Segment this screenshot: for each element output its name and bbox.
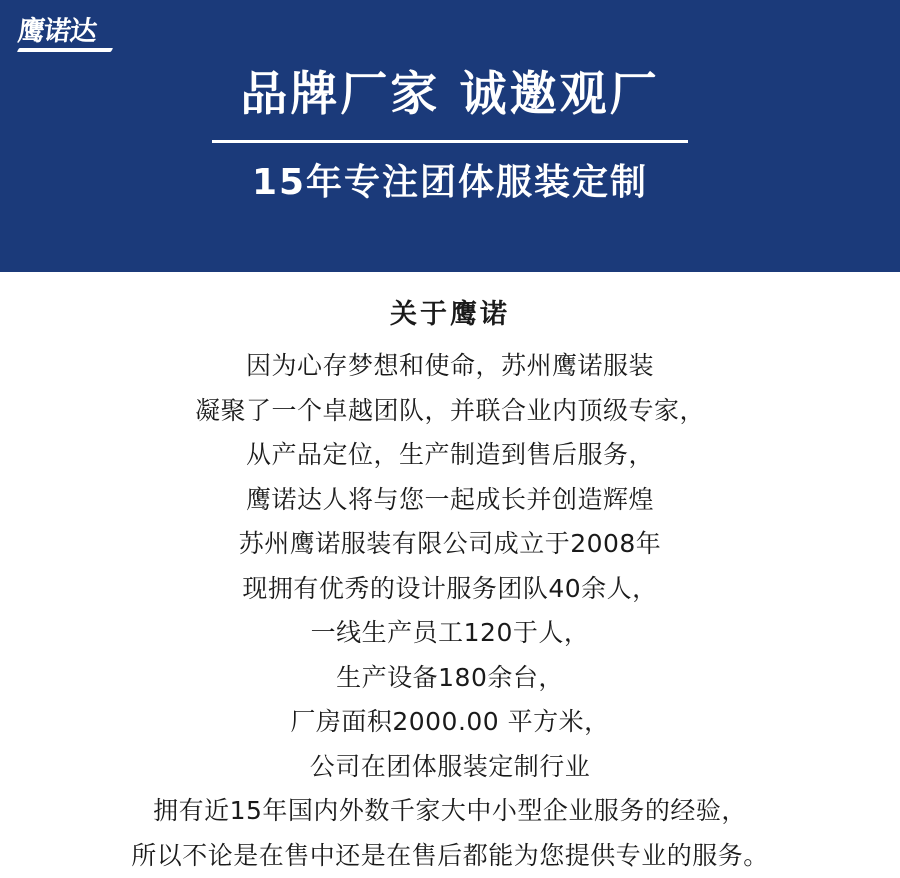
about-body (0, 344, 900, 878)
about-line: 鹰诺达人将与您一起成长并创造辉煌 (0, 478, 900, 523)
banner-title: 品牌厂家 诚邀观厂 (240, 66, 659, 124)
about-line: 一线生产员工120于人， (0, 611, 900, 656)
banner-divider (212, 140, 688, 143)
about-line: 从产品定位，生产制造到售后服务， (0, 433, 900, 478)
about-heading: 关于鹰诺 (0, 294, 900, 336)
banner (0, 0, 900, 272)
about-line: 凝聚了一个卓越团队，并联合业内顶级专家， (0, 389, 900, 434)
banner-content (0, 0, 900, 272)
about-line: 公司在团体服装定制行业 (0, 745, 900, 790)
about-line: 生产设备180余台， (0, 656, 900, 701)
about-line: 拥有近15年国内外数千家大中小型企业服务的经验， (0, 789, 900, 834)
brand-logo-text: 鹰诺达 (16, 16, 129, 46)
about-line: 因为心存梦想和使命，苏州鹰诺服装 (0, 344, 900, 389)
about-line: 现拥有优秀的设计服务团队40余人， (0, 567, 900, 612)
about-line: 苏州鹰诺服装有限公司成立于2008年 (0, 522, 900, 567)
about-section (0, 272, 900, 878)
banner-subtitle: 15年专注团体服装定制 (252, 161, 648, 205)
about-line: 厂房面积2000.00 平方米， (0, 700, 900, 745)
about-line: 所以不论是在售中还是在售后都能为您提供专业的服务。 (0, 834, 900, 878)
